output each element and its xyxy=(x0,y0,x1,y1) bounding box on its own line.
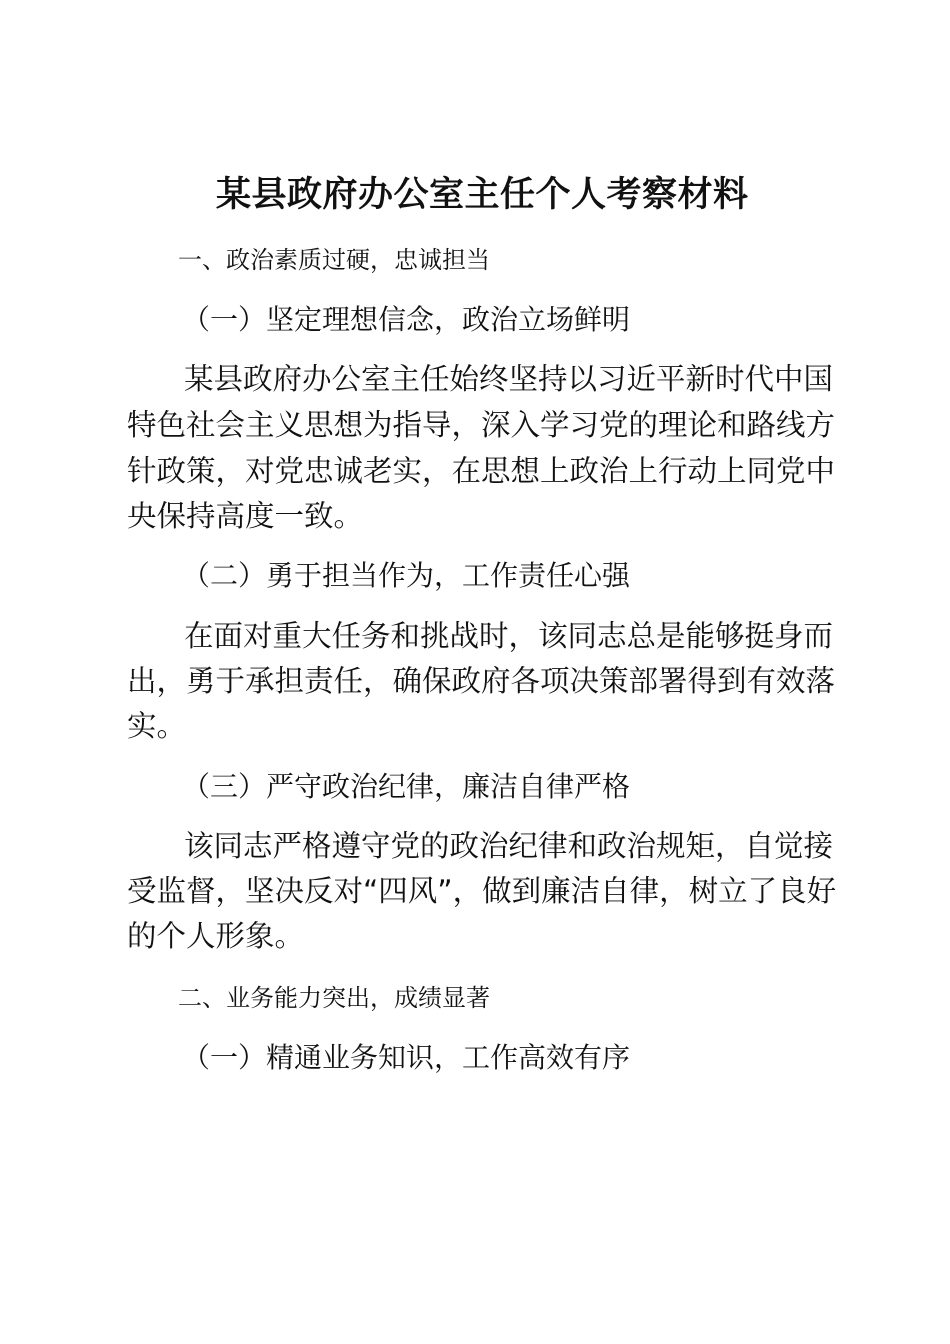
paragraph-line: 实。 xyxy=(127,709,187,743)
paragraph-line: 出，勇于承担责任，确保政府各项决策部署得到有效落 xyxy=(127,664,836,698)
document-title: 某县政府办公室主任个人考察材料 xyxy=(216,175,749,215)
subsection-heading: （二）勇于担当作为，工作责任心强 xyxy=(182,559,631,592)
subsection-heading: （一）坚定理想信念，政治立场鲜明 xyxy=(182,303,631,336)
paragraph-line: 该同志严格遵守党的政治纪律和政治规矩，自觉接 xyxy=(184,829,834,863)
paragraph-line: 某县政府办公室主任始终坚持以习近平新时代中国 xyxy=(184,362,834,396)
section-heading: 二、业务能力突出，成绩显著 xyxy=(178,984,490,1012)
paragraph-line: 特色社会主义思想为指导，深入学习党的理论和路线方 xyxy=(127,408,836,442)
subsection-heading: （一）精通业务知识，工作高效有序 xyxy=(182,1041,631,1074)
section-heading: 一、政治素质过硬，忠诚担当 xyxy=(178,246,490,274)
paragraph-line: 央保持高度一致。 xyxy=(127,499,364,533)
paragraph-line: 受监督，坚决反对“四风”，做到廉洁自律，树立了良好 xyxy=(127,874,837,908)
paragraph-line: 针政策，对党忠诚老实，在思想上政治上行动上同党中 xyxy=(127,454,836,488)
subsection-heading: （三）严守政治纪律，廉洁自律严格 xyxy=(182,770,631,803)
paragraph-line: 的个人形象。 xyxy=(127,919,305,953)
paragraph-line: 在面对重大任务和挑战时，该同志总是能够挺身而 xyxy=(184,619,834,653)
